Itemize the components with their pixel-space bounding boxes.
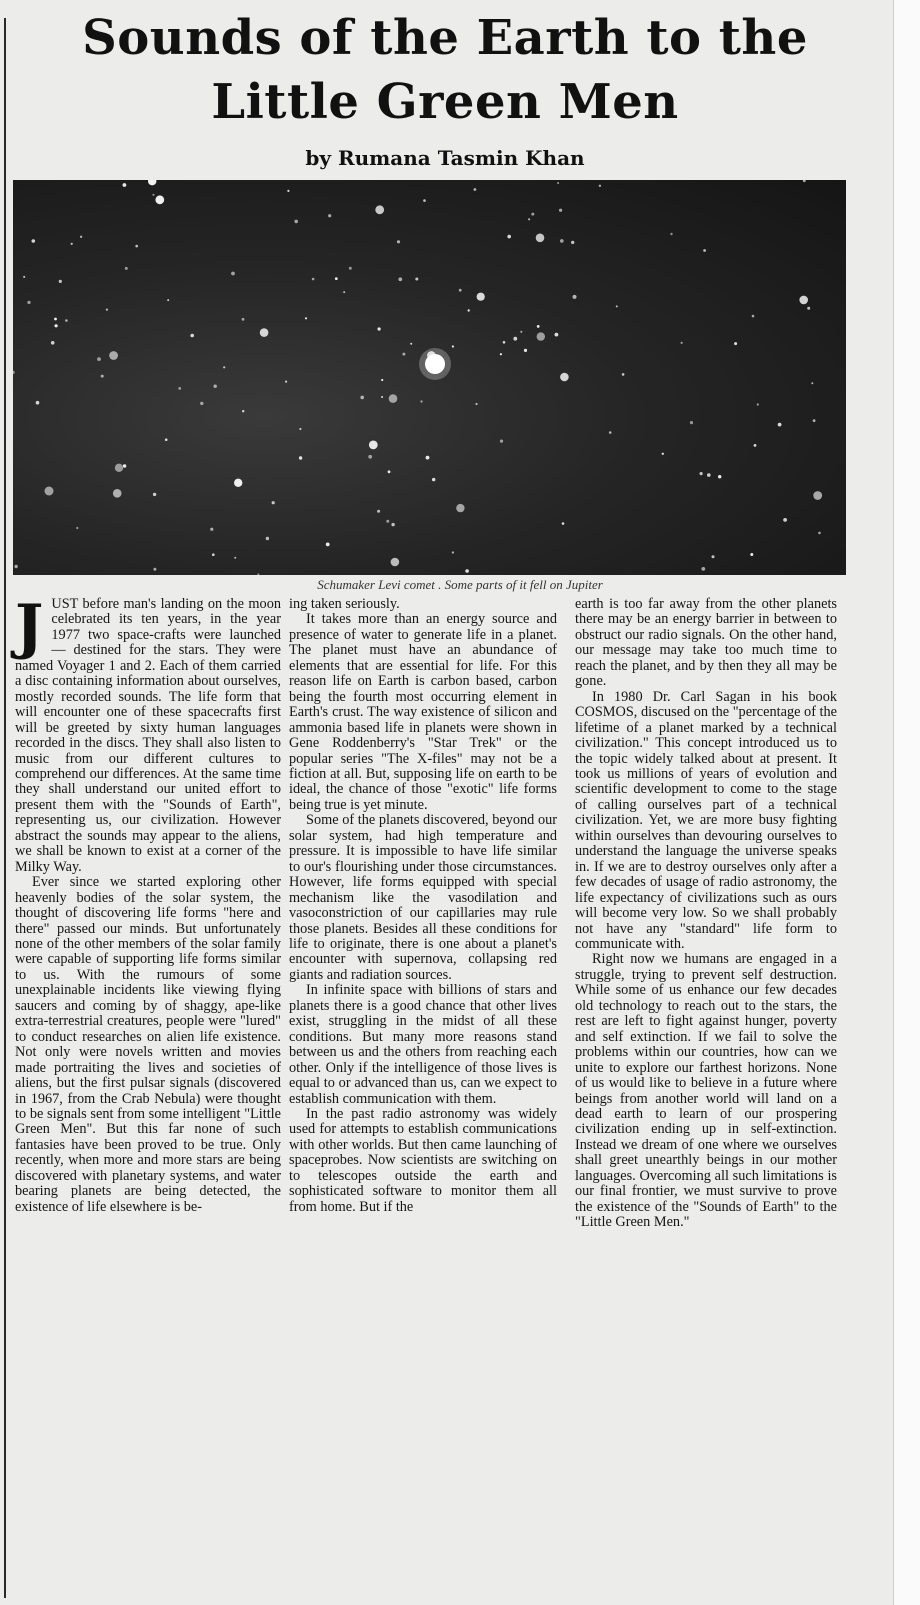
page-margin	[893, 0, 920, 1605]
star	[778, 423, 782, 427]
paragraph: In 1980 Dr. Carl Sagan in his book COSMOS, discused on the "percentage of the lifetime of a planet marked by a technical civilization." This concept introduced us to the topic widely talked about at present. It took us millions of years of evolution and scientific development to come to the stage of calling ourselves part of a technical civilization. Yet, we are more busy fighting within ourselves than devouring ourselves to understand the language the universe speaks in. If we are to destroy ourselves only after a few decades of usage of radio astronomy, the life expectancy of civilizations such as ours will become very low. So we shall probably not have any "standard" life form to communicate with.	[575, 688, 837, 952]
star	[335, 277, 338, 280]
star	[754, 444, 757, 447]
star	[537, 325, 540, 328]
star	[811, 382, 813, 384]
star	[555, 333, 559, 337]
star	[231, 272, 235, 276]
star	[700, 472, 703, 475]
starfield-image	[13, 180, 846, 575]
star	[152, 194, 154, 196]
star	[369, 441, 378, 450]
star	[71, 243, 73, 245]
star	[54, 318, 57, 321]
paragraph: Ever since we started exploring other heavenly bodies of the solar system, the thought of discovering life forms "here and there" passed our minds. But unfortunately none of the other members of the solar family were capable of supporting life forms similar to us. With the rumours of some unexplainable incidents like viewing flying saucers and coming by of shaggy, ape-like extra-terrestrial creatures, people were "lured" to conduct researches on alien life existence. Not only were novels written and movies made portraiting the lives and societies of aliens, but the first pulsar signals (discovered in 1967, from the Crab Nebula) were thought to be signals sent from some intelligent "Little Green Men". But this far none of such fantasies have been proved to be true. Only recently, when more and more stars are being discovered with planetary systems, and water bearing planets are being detected, the existence of life elsewhere is be-	[15, 874, 281, 1215]
star	[123, 183, 127, 187]
star	[299, 456, 302, 459]
star	[818, 532, 821, 535]
star	[391, 558, 400, 567]
star	[328, 214, 331, 217]
star	[712, 555, 715, 558]
star	[45, 487, 54, 496]
paragraph: In infinite space with billions of stars and planets there is a good chance that other lives exist, struggling in the midst of all these conditions. But many more reasons stand between us and the others from reaching each other. Only if the intelligence of those lives is equal to or advanced than us, can we expect to establish communication with them.	[289, 982, 557, 1107]
star	[513, 337, 517, 341]
star	[557, 182, 559, 184]
star	[381, 379, 383, 381]
star	[415, 278, 418, 281]
article-column-1	[15, 592, 281, 1215]
star	[165, 438, 168, 441]
star	[109, 351, 118, 360]
star	[752, 315, 755, 318]
star	[223, 366, 225, 368]
star	[148, 180, 156, 185]
star	[734, 342, 737, 345]
star	[210, 528, 213, 531]
star	[500, 440, 503, 443]
star	[531, 213, 534, 216]
star	[305, 317, 307, 319]
star	[559, 209, 562, 212]
star	[378, 327, 381, 330]
star	[562, 522, 565, 525]
star	[242, 318, 245, 321]
drop-cap: J	[15, 592, 44, 662]
star	[573, 295, 577, 299]
star	[14, 565, 17, 568]
star	[750, 553, 753, 556]
article-column-3	[575, 597, 837, 1231]
star	[178, 387, 181, 390]
star	[432, 478, 435, 481]
star	[803, 180, 806, 182]
star	[616, 305, 618, 307]
star	[423, 199, 426, 202]
star	[670, 233, 672, 235]
star	[123, 464, 126, 467]
star	[398, 277, 402, 281]
article-byline: by Rumana Tasmin Khan	[305, 146, 585, 170]
paragraph: Right now we humans are engaged in a struggle, trying to prevent self destruction. While some of us enhance our few decades old technology to reach out to the stars, the rest are left to fight against hunger, poverty and self extinction. If we fail to solve the problems within our countries, how can we unite to explore our farthest horizons. None of us would like to believe in a future where beings from another world will land on a dead earth to learn of our prospering civilization ending up in self-extinction. Instead we dream of one where we ourselves shall greet unearthly beings in our mother languages. Overcoming all such limitations is our final frontier, we must survive to prove the existence of the "Sounds of Earth" to the "Little Green Men."	[575, 951, 837, 1231]
star	[36, 401, 40, 405]
star	[426, 456, 430, 460]
star	[285, 381, 287, 383]
paragraph: JUST before man's landing on the moon celebrated its ten years, in the year 1977 two space-crafts were launched — destined for the stars. They were named Voyager 1 and 2. Each of them carried a disc containing information about ourselves, mostly recorded sounds. The life form that will encounter one of these spacecrafts first will be greeted by sixty human languages recorded in the discs. They shall also listen to music from our different cultures to comprehend our differences. At the same time they shall understand our united effort to present them with the "Sounds of Earth", representing us, our civilization. However abstract the sounds may appear to the aliens, we shall be known to exist at a corner of the Milky Way.	[15, 592, 281, 875]
star	[452, 551, 454, 553]
star	[375, 205, 384, 214]
star	[391, 523, 394, 526]
star	[420, 400, 422, 402]
star	[125, 267, 128, 270]
star	[312, 278, 315, 281]
star	[459, 289, 462, 292]
star	[609, 431, 612, 434]
star	[386, 520, 389, 523]
article-column-2	[289, 597, 557, 1215]
star	[55, 324, 58, 327]
star	[402, 353, 405, 356]
star	[701, 567, 705, 571]
bright-star-glow	[419, 348, 451, 380]
star	[135, 245, 138, 248]
star	[113, 489, 122, 498]
star	[662, 453, 664, 455]
paragraph: Some of the planets discovered, beyond our solar system, had high temperature and pressure. It is impossible to have life similar to our's flourishing under those circumstances. However, life forms equipped with special mechanism like the vasodilation and vasoconstriction of our capillaries may rule those planets. Besides all these conditions for life to originate, there is one about a planet's encounter with supernova, collapsing red giants and radiation sources.	[289, 812, 557, 983]
star	[368, 455, 372, 459]
star	[799, 296, 808, 305]
star	[456, 504, 464, 512]
star	[503, 341, 506, 344]
article-title: Sounds of the Earth to the Little Green Men	[82, 10, 808, 130]
column-rule	[4, 18, 6, 1598]
star	[360, 396, 364, 400]
star	[507, 235, 511, 239]
star	[681, 342, 683, 344]
star	[242, 410, 244, 412]
star	[153, 568, 156, 571]
star	[349, 267, 352, 270]
star	[474, 188, 477, 191]
star	[500, 353, 502, 355]
star	[381, 396, 383, 398]
star	[377, 510, 380, 513]
star	[153, 493, 156, 496]
star	[272, 501, 275, 504]
star	[200, 402, 203, 405]
star	[757, 403, 759, 405]
star	[560, 239, 564, 243]
star	[475, 403, 477, 405]
star	[560, 373, 569, 382]
star	[528, 218, 530, 220]
star	[703, 249, 706, 252]
star	[51, 341, 55, 345]
star	[536, 234, 545, 243]
star	[465, 569, 469, 573]
star	[524, 349, 527, 352]
star	[65, 319, 68, 322]
star	[326, 543, 330, 547]
star	[115, 464, 123, 472]
star	[97, 357, 101, 361]
star	[257, 573, 259, 575]
paragraph: earth is too far away from the other planets there may be an energy barrier in between to obstruct our radio signals. On the other hand, our message may take too much time to reach the planet, and by then they all may be gone.	[575, 596, 837, 690]
paragraph: ing taken seriously.	[289, 596, 400, 612]
star	[260, 328, 269, 337]
star	[813, 491, 822, 500]
star	[155, 195, 164, 204]
star	[537, 332, 545, 340]
starfield-photo	[13, 180, 846, 575]
star	[807, 307, 810, 310]
star	[690, 421, 693, 424]
star	[622, 373, 625, 376]
star	[294, 220, 298, 224]
star	[477, 293, 485, 301]
star	[520, 331, 522, 333]
star	[343, 291, 345, 293]
star	[707, 473, 711, 477]
star	[813, 419, 816, 422]
star	[106, 309, 108, 311]
star	[397, 240, 400, 243]
star	[571, 241, 574, 244]
star	[214, 385, 217, 388]
star	[76, 527, 78, 529]
star	[27, 301, 30, 304]
star	[59, 280, 62, 283]
star	[287, 190, 289, 192]
star	[388, 470, 391, 473]
star	[23, 276, 25, 278]
star	[599, 185, 601, 187]
paragraph: In the past radio astronomy was widely used for attempts to establish communications with other worlds. But then came launching of spaceprobes. Now scientists are switching on to telescopes outside the earth and sophisticated software to monitor them all from home. But if the	[289, 1105, 557, 1215]
star	[80, 236, 82, 238]
star	[452, 345, 454, 347]
star	[190, 334, 194, 338]
paragraph: It takes more than an energy source and presence of water to generate life in a planet. The planet must have an abundance of elements that are essential for life. For this reason life on Earth is carbon based, carbon being the fourth most occurring element in Earth's crust. The way existence of silicon and ammonia based life in planets were shown in Gene Roddenberry's "Star Trek" or the popular series "The X-files" may not be a fiction at all. But, supposing life on earth to be ideal, the chance of those "exotic" life forms being true is yet minute.	[289, 611, 557, 813]
star	[410, 343, 412, 345]
star	[718, 475, 721, 478]
star	[101, 375, 104, 378]
star	[299, 428, 301, 430]
star	[468, 309, 470, 311]
photo-caption: Schumaker Levi comet . Some parts of it fell on Jupiter	[317, 577, 603, 592]
star	[13, 371, 15, 374]
star	[783, 518, 787, 522]
star	[234, 557, 236, 559]
star	[212, 553, 215, 556]
star	[389, 394, 398, 403]
star	[167, 299, 169, 301]
star	[266, 537, 269, 540]
star	[32, 239, 36, 243]
star	[234, 479, 242, 487]
